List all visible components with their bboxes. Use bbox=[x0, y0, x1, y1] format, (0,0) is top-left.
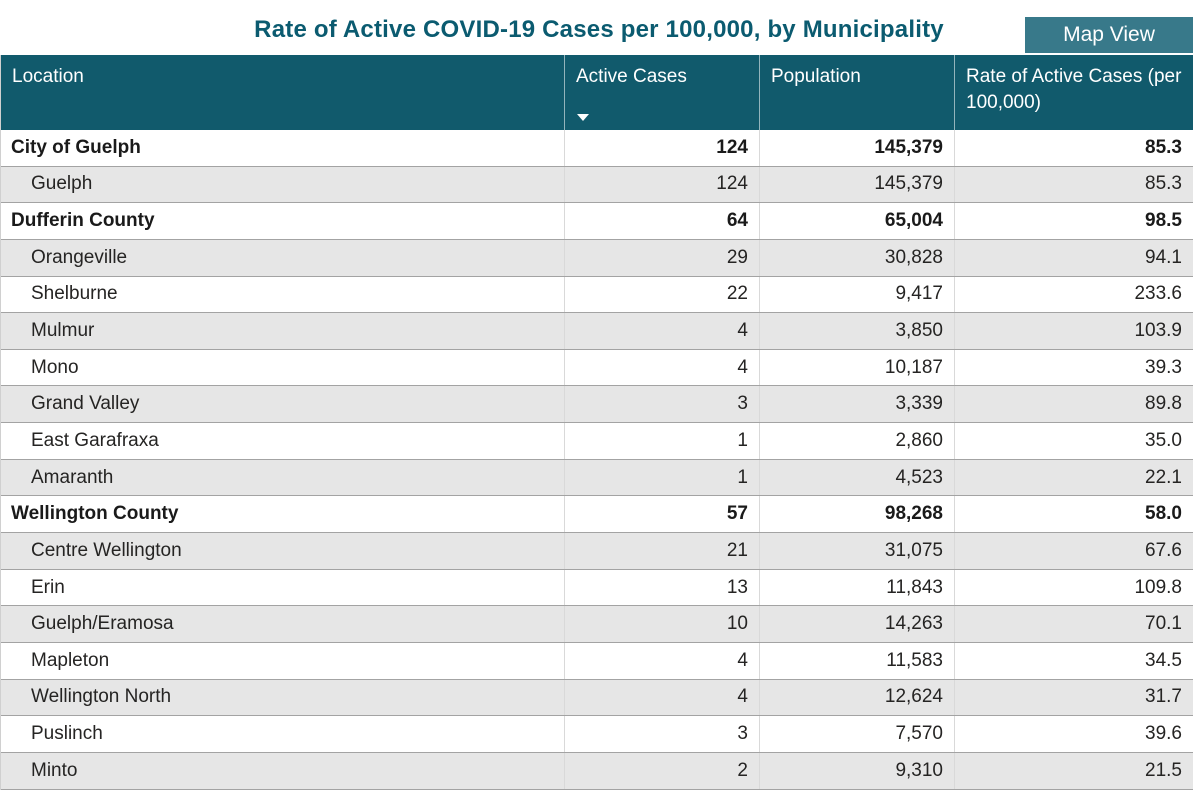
population-cell: 145,379 bbox=[759, 167, 954, 203]
population-cell: 11,843 bbox=[759, 570, 954, 606]
population-cell: 12,624 bbox=[759, 680, 954, 716]
location-cell: Guelph bbox=[31, 173, 93, 195]
active-cases-cell: 57 bbox=[564, 496, 759, 532]
rate-cell: 103.9 bbox=[954, 313, 1193, 349]
table-row[interactable] bbox=[1, 203, 1193, 240]
rate-cell: 233.6 bbox=[954, 277, 1193, 313]
population-cell: 11,583 bbox=[759, 643, 954, 679]
active-cases-cell: 124 bbox=[564, 130, 759, 166]
rate-cell: 39.3 bbox=[954, 350, 1193, 386]
municipality-rate-table bbox=[0, 55, 1193, 790]
location-cell: Dufferin County bbox=[11, 210, 155, 232]
rate-cell: 89.8 bbox=[954, 386, 1193, 422]
active-cases-cell: 2 bbox=[564, 753, 759, 789]
active-cases-cell: 4 bbox=[564, 350, 759, 386]
location-cell: Mulmur bbox=[31, 320, 95, 342]
population-cell: 4,523 bbox=[759, 460, 954, 496]
page-title: Rate of Active COVID-19 Cases per 100,000, by Municipality bbox=[254, 16, 944, 43]
population-cell: 98,268 bbox=[759, 496, 954, 532]
table-body bbox=[1, 130, 1193, 790]
location-cell: Puslinch bbox=[31, 723, 103, 745]
map-view-button[interactable] bbox=[1025, 17, 1193, 53]
location-cell: Minto bbox=[31, 759, 78, 781]
table-row[interactable] bbox=[1, 643, 1193, 680]
active-cases-cell: 3 bbox=[564, 386, 759, 422]
active-cases-cell: 13 bbox=[564, 570, 759, 606]
rate-cell: 85.3 bbox=[954, 130, 1193, 166]
population-cell: 14,263 bbox=[759, 606, 954, 642]
active-cases-cell: 22 bbox=[564, 277, 759, 313]
title-bar bbox=[0, 0, 1198, 55]
population-cell: 9,310 bbox=[759, 753, 954, 789]
location-cell: Mono bbox=[31, 356, 79, 378]
active-cases-cell: 1 bbox=[564, 460, 759, 496]
map-view-button-label: Map View bbox=[1063, 23, 1155, 46]
table-row[interactable] bbox=[1, 606, 1193, 643]
population-cell: 10,187 bbox=[759, 350, 954, 386]
rate-cell: 70.1 bbox=[954, 606, 1193, 642]
rate-cell: 85.3 bbox=[954, 167, 1193, 203]
active-cases-cell: 124 bbox=[564, 167, 759, 203]
population-cell: 31,075 bbox=[759, 533, 954, 569]
location-cell: Wellington County bbox=[11, 503, 179, 525]
population-cell: 3,339 bbox=[759, 386, 954, 422]
active-cases-cell: 64 bbox=[564, 203, 759, 239]
table-row[interactable] bbox=[1, 753, 1193, 790]
active-cases-cell: 10 bbox=[564, 606, 759, 642]
rate-cell: 39.6 bbox=[954, 716, 1193, 752]
population-cell: 2,860 bbox=[759, 423, 954, 459]
table-row[interactable] bbox=[1, 460, 1193, 497]
location-cell: City of Guelph bbox=[11, 136, 141, 158]
population-cell: 3,850 bbox=[759, 313, 954, 349]
table-row[interactable] bbox=[1, 423, 1193, 460]
rate-cell: 98.5 bbox=[954, 203, 1193, 239]
rate-cell: 31.7 bbox=[954, 680, 1193, 716]
population-cell: 9,417 bbox=[759, 277, 954, 313]
population-cell: 30,828 bbox=[759, 240, 954, 276]
rate-cell: 58.0 bbox=[954, 496, 1193, 532]
population-cell: 145,379 bbox=[759, 130, 954, 166]
location-cell: Centre Wellington bbox=[31, 539, 182, 561]
population-cell: 7,570 bbox=[759, 716, 954, 752]
table-row[interactable] bbox=[1, 167, 1193, 204]
table-header-row bbox=[1, 55, 1193, 130]
column-header-active-cases-label: Active Cases bbox=[576, 66, 687, 87]
rate-cell: 34.5 bbox=[954, 643, 1193, 679]
active-cases-cell: 29 bbox=[564, 240, 759, 276]
rate-cell: 22.1 bbox=[954, 460, 1193, 496]
active-cases-cell: 4 bbox=[564, 643, 759, 679]
table-row[interactable] bbox=[1, 130, 1193, 167]
column-header-population-label: Population bbox=[771, 66, 861, 87]
column-header-rate[interactable] bbox=[954, 55, 1193, 130]
column-header-rate-label: Rate of Active Cases (per 100,000) bbox=[966, 66, 1182, 113]
location-cell: Grand Valley bbox=[31, 393, 140, 415]
active-cases-cell: 3 bbox=[564, 716, 759, 752]
column-header-population[interactable] bbox=[759, 55, 954, 130]
table-row[interactable] bbox=[1, 350, 1193, 387]
table-row[interactable] bbox=[1, 716, 1193, 753]
location-cell: Shelburne bbox=[31, 283, 118, 305]
active-cases-cell: 21 bbox=[564, 533, 759, 569]
table-row[interactable] bbox=[1, 277, 1193, 314]
rate-cell: 35.0 bbox=[954, 423, 1193, 459]
sort-descending-triangle-icon bbox=[577, 114, 589, 121]
table-row[interactable] bbox=[1, 240, 1193, 277]
location-cell: Erin bbox=[31, 576, 65, 598]
location-cell: Guelph/Eramosa bbox=[31, 613, 174, 635]
table-row[interactable] bbox=[1, 386, 1193, 423]
location-cell: Wellington North bbox=[31, 686, 172, 708]
rate-cell: 109.8 bbox=[954, 570, 1193, 606]
column-header-active-cases[interactable] bbox=[564, 55, 759, 130]
rate-cell: 94.1 bbox=[954, 240, 1193, 276]
column-header-location[interactable] bbox=[1, 55, 564, 130]
active-cases-cell: 4 bbox=[564, 680, 759, 716]
location-cell: Amaranth bbox=[31, 466, 114, 488]
table-row[interactable] bbox=[1, 533, 1193, 570]
location-cell: Orangeville bbox=[31, 246, 128, 268]
table-row[interactable] bbox=[1, 570, 1193, 607]
table-row[interactable] bbox=[1, 496, 1193, 533]
rate-cell: 67.6 bbox=[954, 533, 1193, 569]
location-cell: Mapleton bbox=[31, 649, 110, 671]
table-row[interactable] bbox=[1, 680, 1193, 717]
table-row[interactable] bbox=[1, 313, 1193, 350]
population-cell: 65,004 bbox=[759, 203, 954, 239]
active-cases-cell: 4 bbox=[564, 313, 759, 349]
column-header-location-label: Location bbox=[12, 66, 84, 87]
active-cases-cell: 1 bbox=[564, 423, 759, 459]
location-cell: East Garafraxa bbox=[31, 429, 159, 451]
rate-cell: 21.5 bbox=[954, 753, 1193, 789]
